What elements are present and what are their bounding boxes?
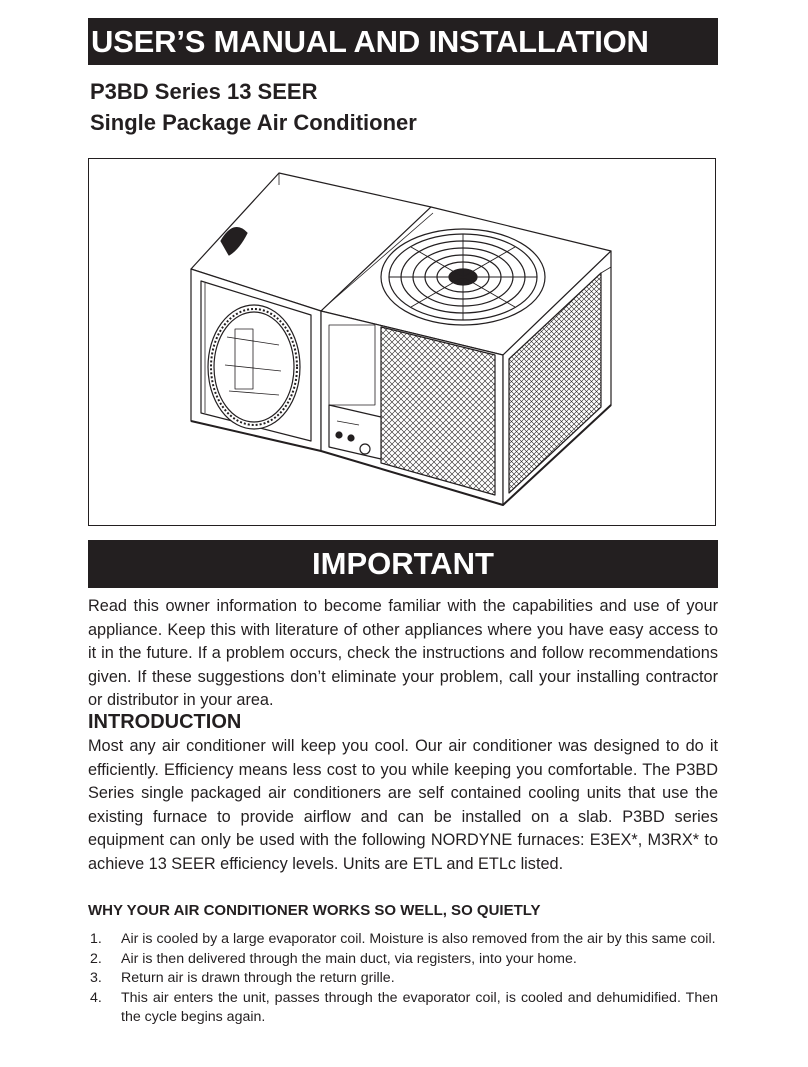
- important-heading: IMPORTANT: [312, 546, 494, 581]
- manual-title-banner: [88, 18, 718, 65]
- air-conditioner-unit-icon: [89, 159, 715, 525]
- list-item: [88, 969, 718, 989]
- unit-illustration-frame: [88, 158, 716, 526]
- product-subtitle: Single Package Air Conditioner: [90, 110, 417, 135]
- manual-title: USER’S MANUAL AND INSTALLATION: [91, 24, 649, 59]
- list-item: [88, 989, 718, 1028]
- introduction-paragraph: Most any air conditioner will keep you cool. Our air conditioner was designed to do it efficiently. Efficiency means less cost to you while keeping you comfortable. The P3BD Series single packaged air conditioners are self contained cooling units that use the existing furnace to provide airflow and can be installed on a slab. P3BD series equipment can only be used with the following NORDYNE furnaces: E3EX*, M3RX* to achieve 13 SEER efficiency levels. Units are ETL and ETLc listed.: [88, 737, 718, 873]
- list-item-text: Return air is drawn through the return grille.: [121, 970, 395, 986]
- list-item: [88, 930, 718, 950]
- series-subtitle: P3BD Series 13 SEER: [90, 79, 318, 104]
- list-item-text: This air enters the unit, passes through the evaporator coil, is cooled and dehumidified. Then the cycle begins again.: [121, 989, 718, 1025]
- list-item-text: Air is then delivered through the main duct, via registers, into your home.: [121, 950, 577, 967]
- list-item: [88, 950, 718, 970]
- why-list: [88, 930, 718, 1028]
- list-item-number: 4.: [90, 989, 102, 1006]
- why-heading: WHY YOUR AIR CONDITIONER WORKS SO WELL, SO QUIETLY: [88, 902, 541, 919]
- important-banner: [88, 540, 718, 588]
- list-item-text: Air is cooled by a large evaporator coil. Moisture is also removed from the air by this same coil.: [121, 931, 716, 947]
- introduction-heading: INTRODUCTION: [88, 711, 242, 733]
- list-item-number: 3.: [90, 970, 102, 986]
- list-item-number: 1.: [90, 931, 102, 947]
- list-item-number: 2.: [90, 950, 102, 967]
- important-paragraph: Read this owner information to become familiar with the capabilities and use of your appliance. Keep this with literature of other appliances where you have easy access to it in the future. If a problem occurs, check the instructions and follow recommendations given. If these suggestions don’t eliminate your problem, call your installing contractor or distributor in your area.: [88, 597, 718, 709]
